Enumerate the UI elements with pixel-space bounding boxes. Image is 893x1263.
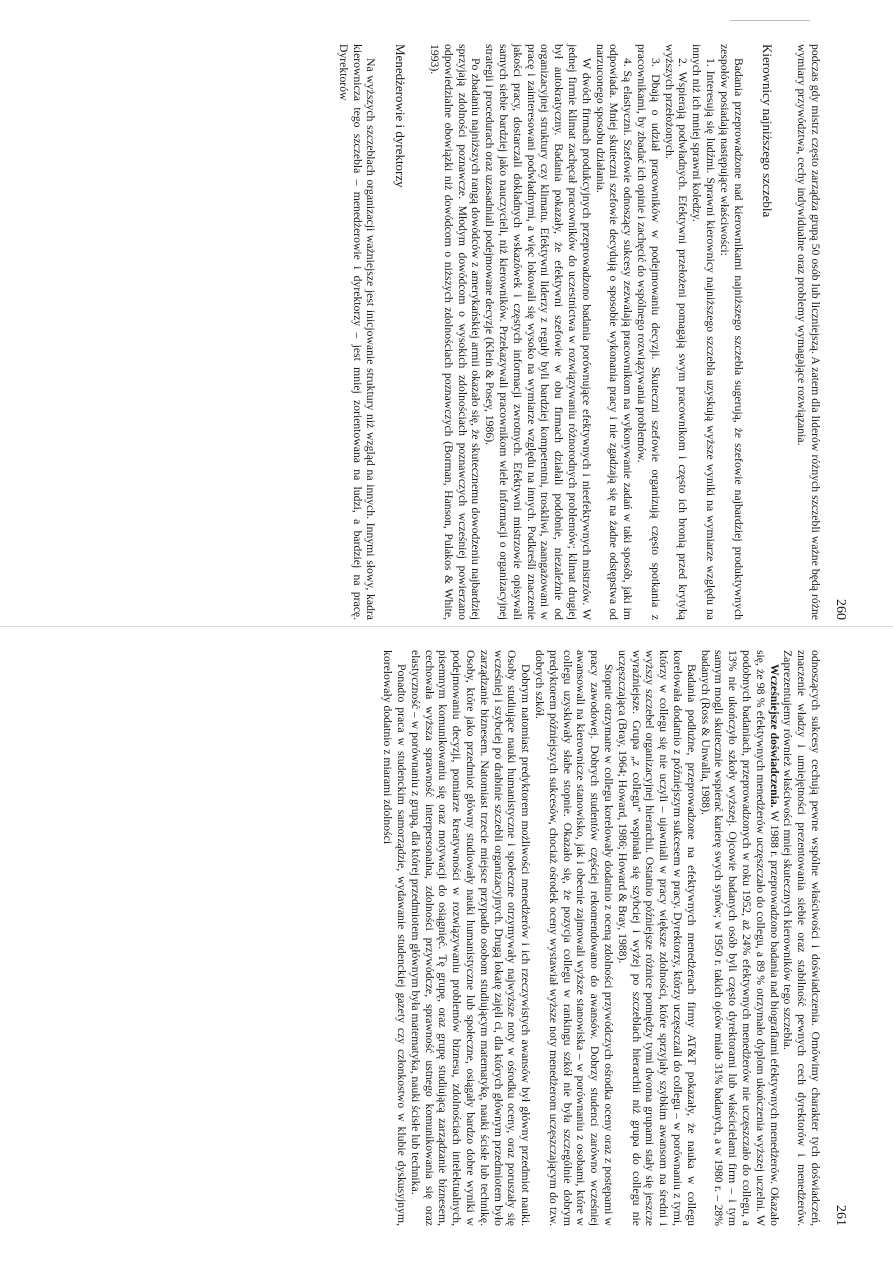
paragraph: odnoszących sukcesy cechują pewne wspólne właściwości i doświadczenia. Omówimy charakter tych doświadczeń, znaczenie władzy i umiejętności prezentowania siebie oraz stabilność pewnych cech dyrektorów i menedżerów. Zaprezentujemy również właściwości mniej skutecznych kierowników tego szczebla. [781, 650, 822, 1226]
left-page [336, 44, 848, 620]
paragraph: Badania przeprowadzone nad kierownikami najniższego szczebla sugerują, że szefowie najbardziej produktywnych zespołów posiadają następujące właściwości: [717, 44, 745, 620]
left-page-text [336, 44, 822, 620]
right-page [381, 650, 848, 1227]
list-item: 1. Interesują się ludźmi. Sprawni kierownicy najniższego szczebla uzyskują wyższe wyniki na wymiarze względu na innych niż ich mniej sprawni koledzy. [690, 44, 718, 620]
paragraph-body: W 1988 r. przeprowadzono badania nad biografiami efektywnych menedżerów. Okazało się, że 98 % efektywnych menedżerów uczęszczało do collegu, a 89 % otrzymało dyplom ukończenia wyższej uczelni. W podobnych badaniach, przeprowadzonych w roku 1952, aż 24% efektywnych menedżerów nie uczęszczało do collegu, a 13% nie ukończyło szkoły wyższej. Ojcowie badanych osób byli często dyrektorami lub właścicielami firm – i tym samym mogli skutecznie wspierać karierę swych synów; w 1950 r. takich ojców miało 31% badanych, a w 1980 r. – 28% badanych (Ross & Unwalla, 1988). [698, 650, 781, 1227]
scan-mark-gutter [0, 626, 893, 627]
page-number: 260 [833, 599, 848, 620]
list-item: 4. Są elastyczni. Szefowie odnoszący sukcesy zezwalają pracownikom na wykonywanie zadań w taki sposób, jaki im odpowiada. Mniej skuteczni szefowie decydują o sposobie wykonania pracy i nie zgadzają się na żadne odstępstwa od narzuconego sposobu działania. [593, 44, 635, 620]
list-item: 2. Wspierają podwładnych. Efektywni przełożeni pomagają swym pracownikom i często ich bronią przed krytyką wyższych przełożonych. [662, 44, 690, 620]
paragraph: W dwóch firmach produkcyjnych przeprowadzono badania porównujące efektywnych i nieefektywnych mistrzów. W jednej firmie klimat zachęcał pracowników do uczestnictwa w rozwiązywaniu różnorodnych problemów; klimat drugiej był autokratyczny. Badania pokazały, że efektywni szefowie w obu firmach działali podobnie, niezależnie od organizacyjnej struktury czy klimatu. Efektywni liderzy z reguły byli bardziej kompetentni, troskliwi, zaangażowani w pracę i zainteresowani podwładnymi, a więc lokowali się wysoko na wymiarze względu na innych. Podkreśli znaczenie jakości pracy, dostarczali dokładnych wskazówek i częstych informacji zwrotnych. Efektywni mistrzowie opisywali samych siebie bardziej jako nauczycieli, niż kierowników. Przekazywali pracownikom wiele informacji o organizacyjnej strategii i procedurach oraz uzasadniali podejmowane decyzje (Klein & Posey, 1986). [483, 44, 593, 620]
paragraph: Badania podłużne, przeprowadzone na efektywnych menedżerach firmy AT&T pokazały, że nauka w collegu korelowała dodatnio z późniejszym sukcesem w pracy. Dyrektorzy, którzy uczęszczali do collegu – w porównaniu z tymi, którzy w collegu się nie uczyli – ujawniali w pracy większe zdolności, które sprzyjały szybkim awansom na średni i wyższy szczebel organizacyjnej hierarchii. Ostatnio późniejsze różnice pomiędzy tymi dwoma grupami stały się jeszcze wyraźniejsze. Grupa „z collegu” wspinała się szybciej i wyżej po szczeblach hierarchii niż grupa do collegu nie uczęszczająca (Bray, 1964; Howard, 1986; Howard & Bray, 1988). [615, 650, 698, 1226]
run-in-heading: Wcześniejsze doświadczenia. [767, 664, 781, 808]
scan-mark-top [730, 20, 810, 21]
paragraph: Na wyższych szczeblach organizacji ważniejsze jest inicjowanie struktury niż wzgląd na innych. Innymi słowy, kadra kierownicza tego szczebla – menedżerowie i dyrektorzy – jest mniej zorientowana na ludzi, a bardziej na pracę. Dyrektorów [336, 44, 378, 620]
left-page-rotator [336, 44, 848, 620]
paragraph: Po zbadaniu najniższych rangą dowódców z amerykańskiej armii okazało się, że skutecznemu dowodzeniu najbardziej sprzyjają zdolności poznawcze. Młodym dowódcom o wysokich zdolnościach poznawczych wcześniej powierzano odpowiedzialne obowiązki niż dowódcom o niższych zdolnościach poznawczych (Borman, Hanson, Pulakos & White, 1993). [428, 44, 483, 620]
list-item: 3. Dbają o udział pracowników w podejmowaniu decyzji. Skuteczni szefowie organizują często spotkania z pracownikami, by zbadać ich opinie i zachęcić do wspólnego rozwiązywania problemów. [635, 44, 662, 620]
paragraph [698, 650, 781, 1226]
right-page-rotator [381, 650, 848, 1227]
section-heading: Kierownicy najniższego szczebla [760, 44, 776, 218]
paragraph: Stopnie otrzymane w collegu korelowały dodatnio z oceną zdolności przywódczych ośrodka oceny oraz z postępami w pracy zawodowej. Dobrych studentów częściej rekomendowano do awansów. Dobrzy studenci zarówno wcześniej awansowali na kierownicze stanowisko, jak i obecnie zajmowali wyższe stanowiska – w porównaniu z osobami, które w collegu uzyskiwały słabe stopnie. Okazało się, że pozycja collegu w rankingu szkół nie była szczególnie dobrym predyktorem późniejszych sukcesów, chociaż ośrodek oceny wystawiał wyższe noty menedżerom uczęszczającym do tzw. dobrych szkół. [533, 650, 616, 1226]
section-heading: Menedżerowie i dyrektorzy [393, 44, 409, 188]
paragraph: Ponadto praca w studenckim samorządzie, wydawanie studenckiej gazety czy członkostwo w klubie dyskusyjnym, korelowały dodatnio z miarami zdolności [381, 650, 409, 1226]
page-number: 261 [833, 1205, 848, 1226]
paragraph: podczas gdy mistrz często zarządza grupą 50 osób lub liczniejszą. A zatem dla liderów różnych szczebli ważne będą różne wymiary przywództwa, cechy indywidualne oraz problemy wymagające rozwiązania. [795, 44, 822, 620]
right-page-text [381, 650, 823, 1226]
paragraph: Dobrym natomiast predyktorem możliwości menedżerów i ich rzeczywistych awansów był główny przedmiot nauki. Osoby studiujące nauki humanistyczne i społeczne otrzymywały najwyższe noty w ośrodku oceny, oraz poruszały się wcześniej i szybciej po drabinie szczebli organizacyjnych. Drugą lokatę zajęli ci, dla których głównym przedmiotem było zarządzanie biznesem. Natomiast trzecie miejsce przypadło osobom studiującym matematykę, nauki ścisłe lub technikę. Osoby, które jako przedmiot główny studiowały nauki humanistyczne lub społeczne, osiągały bardzo dobre wyniki w podejmowaniu decyzji, pomiarze kreatywności w rozwiązywaniu problemów biznesu, zdolnościach intelektualnych, pisemnym komunikowaniu się oraz motywacji do osiągnięć. Tę grupę, oraz grupę studiującą zarządzanie biznesem, cechowała wyższa sprawność interpersonalna, zdolności przywódcze, sprawność ustnego komunikowania się oraz elastyczność – w porównaniu z grupą, dla której przedmiotem głównym była matematyka, nauki ścisłe lub technika. [408, 650, 533, 1226]
